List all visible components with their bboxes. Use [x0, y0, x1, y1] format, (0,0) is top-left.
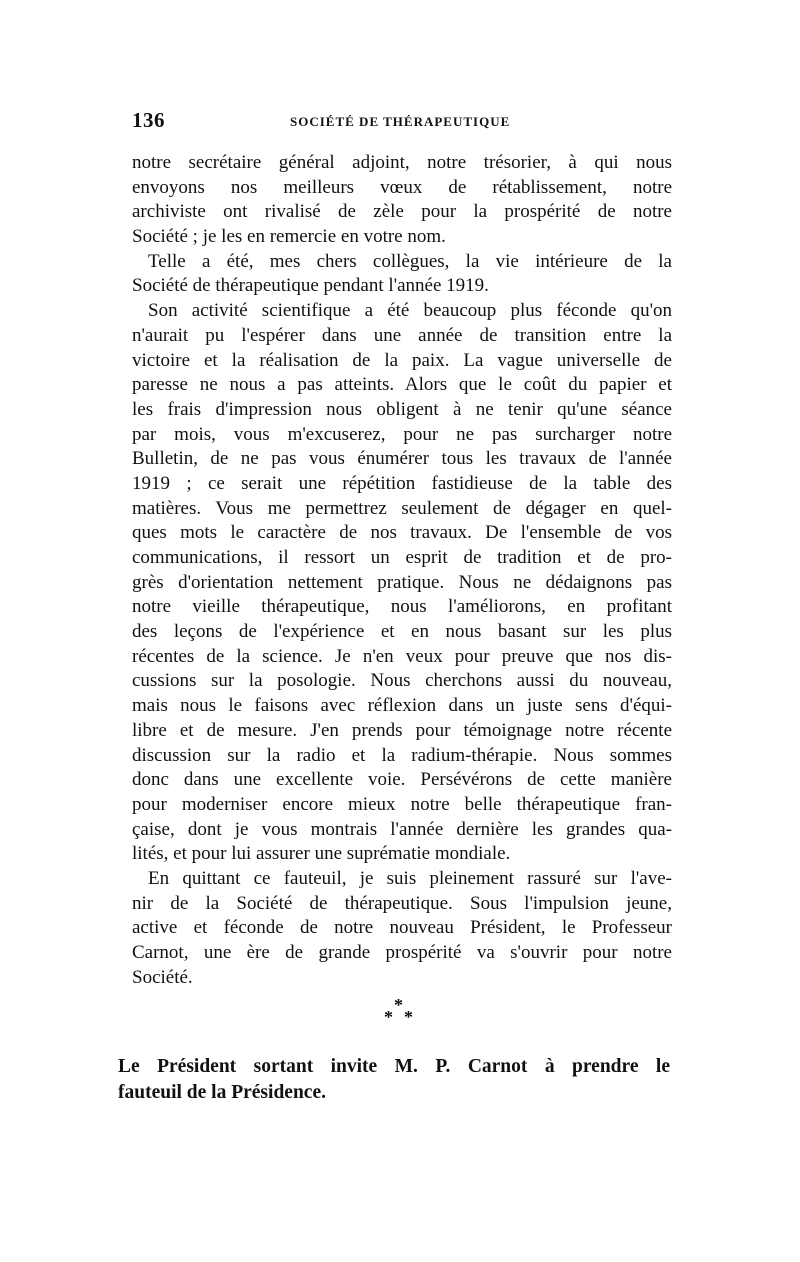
body-line: Carnot, une ère de grande prospérité va s'ouvrir pour notre	[132, 942, 672, 963]
body-line: Société ; je les en remercie en votre nom.	[132, 226, 446, 248]
asterism-star: *	[384, 1007, 393, 1027]
body-line: communications, il ressort un esprit de tradition et de pro-	[132, 547, 672, 568]
body-line: Telle a été, mes chers collègues, la vie intérieure de la	[148, 250, 672, 272]
body-line: lités, et pour lui assurer une suprématie mondiale.	[132, 843, 511, 865]
body-line: les frais d'impression nous obligent à ne tenir qu'une séance	[132, 398, 672, 420]
body-text	[132, 151, 672, 990]
page-header	[118, 108, 678, 148]
closing-line: Le Président sortant invite M. P. Carnot à prendre le	[118, 1056, 670, 1077]
body-line: récentes de la science. Je n'en veux pour preuve que nos dis-	[132, 645, 672, 667]
body-line: En quittant ce fauteuil, je suis pleinement rassuré sur l'ave-	[148, 867, 672, 889]
body-line: 1919 ; ce serait une répétition fastidieuse de la table des	[132, 472, 672, 494]
asterism-star: *	[404, 1007, 413, 1027]
body-line: libre et de mesure. J'en prends pour témoignage notre récente	[132, 719, 672, 741]
body-line: par mois, vous m'excuserez, pour ne pas surcharger notre	[132, 423, 672, 445]
body-line: nir de la Société de thérapeutique. Sous l'impulsion jeune,	[132, 892, 672, 914]
body-line: matières. Vous me permettrez seulement de dégager en quel-	[132, 497, 672, 519]
running-head: SOCIÉTÉ DE THÉRAPEUTIQUE	[290, 114, 511, 129]
body-line: victoire et la réalisation de la paix. La vague universelle de	[132, 349, 672, 371]
closing-line: fauteuil de la Présidence.	[118, 1082, 326, 1103]
page-number: 136	[132, 108, 165, 132]
body-line: discussion sur la radio et la radium-thérapie. Nous sommes	[132, 744, 672, 766]
body-line: pour moderniser encore mieux notre belle thérapeutique fran-	[132, 793, 672, 815]
body-line: active et féconde de notre nouveau Président, le Professeur	[132, 917, 672, 939]
body-line: archiviste ont rivalisé de zèle pour la prospérité de notre	[132, 201, 672, 223]
body-line: envoyons nos meilleurs vœux de rétablissement, notre	[132, 176, 672, 198]
body-line: des leçons de l'expérience et en nous basant sur les plus	[132, 621, 672, 643]
body-line: notre secrétaire général adjoint, notre trésorier, à qui nous	[132, 152, 672, 173]
asterism-divider	[370, 996, 430, 1030]
body-line: grès d'orientation nettement pratique. Nous ne dédaignons pas	[132, 571, 672, 593]
body-line: ques mots le caractère de nos travaux. De l'ensemble de vos	[132, 522, 672, 544]
body-line: mais nous le faisons avec réflexion dans un juste sens d'équi-	[132, 695, 672, 717]
body-line: donc dans une excellente voie. Persévérons de cette manière	[132, 769, 672, 791]
body-line: Bulletin, de ne pas vous énumérer tous les travaux de l'année	[132, 448, 672, 470]
body-line: n'aurait pu l'espérer dans une année de transition entre la	[132, 324, 672, 346]
body-line: çaise, dont je vous montrais l'année dernière les grandes qua-	[132, 818, 672, 840]
body-line: Société.	[132, 966, 193, 988]
closing-paragraph	[118, 1054, 670, 1106]
asterism-star: *	[394, 995, 403, 1015]
body-line: notre vieille thérapeutique, nous l'améliorons, en profitant	[132, 596, 672, 618]
body-line: cussions sur la posologie. Nous cherchons aussi du nouveau,	[132, 670, 672, 692]
body-line: paresse ne nous a pas atteints. Alors que le coût du papier et	[132, 374, 672, 396]
body-line: Son activité scientifique a été beaucoup plus féconde qu'on	[148, 300, 672, 322]
body-line: Société de thérapeutique pendant l'année 1919.	[132, 275, 489, 297]
